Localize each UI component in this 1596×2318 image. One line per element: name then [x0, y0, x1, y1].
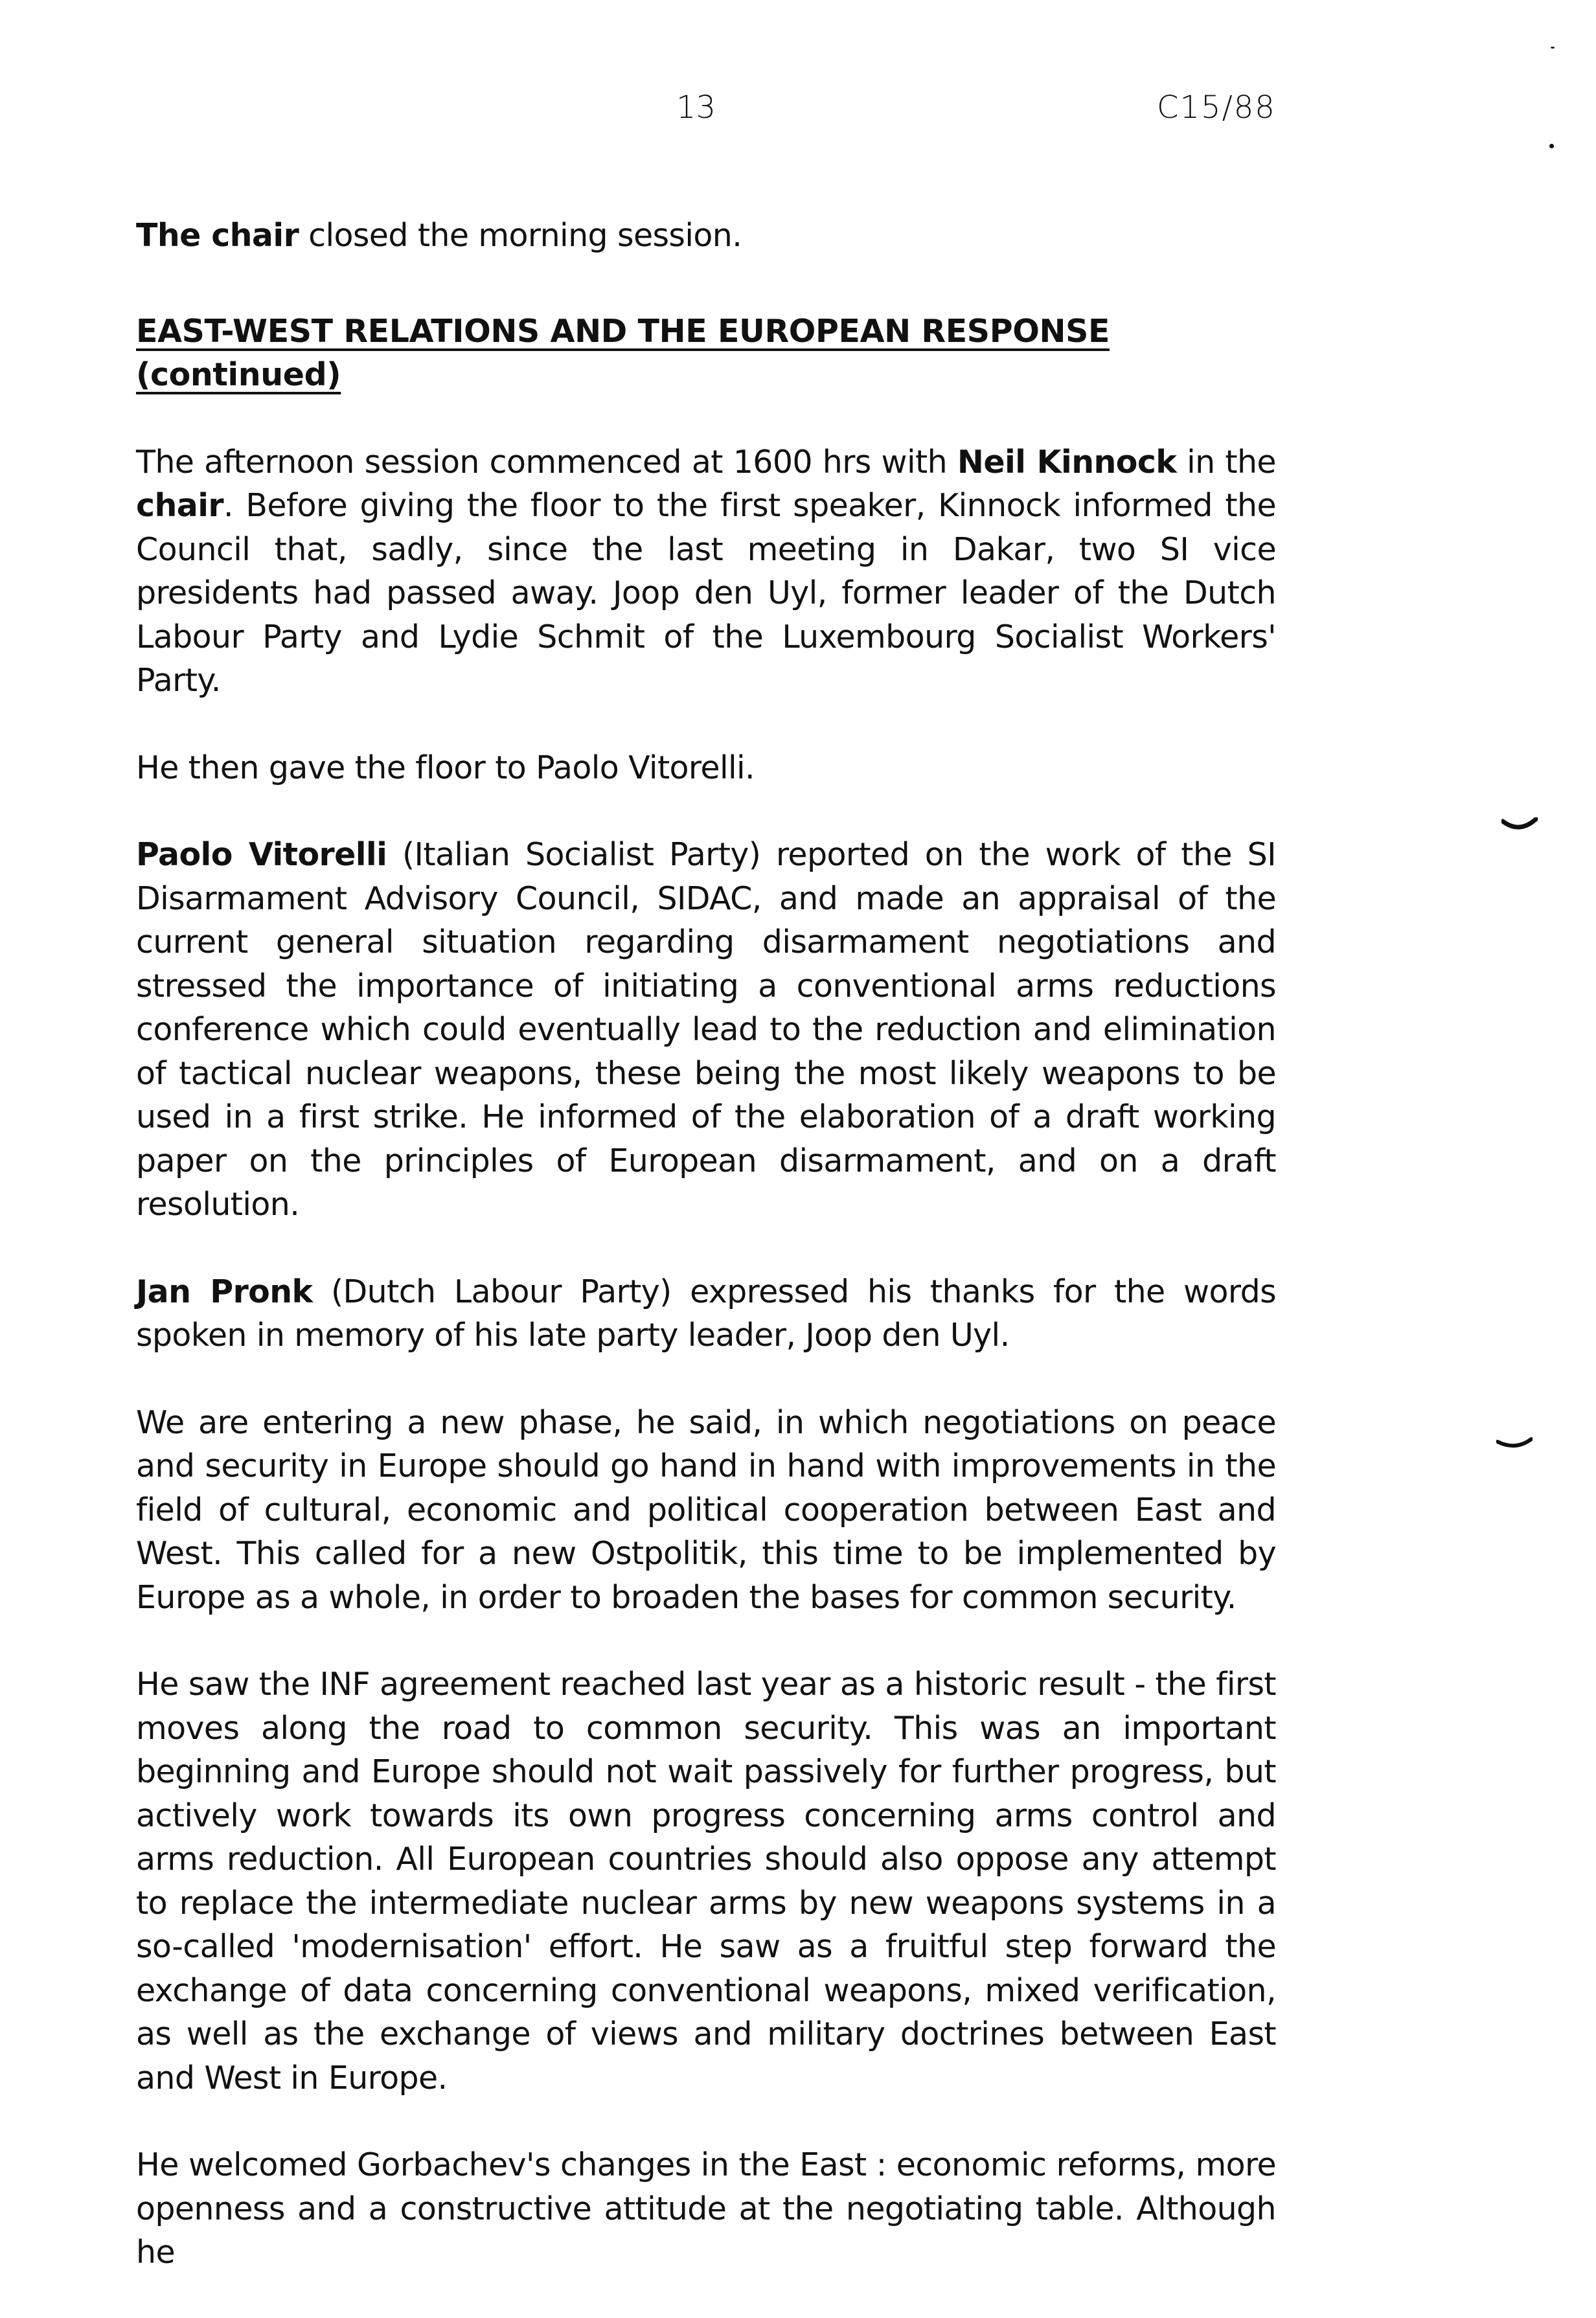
paragraph-text: (Dutch Labour Party) expressed his thanks for the words spoken in memory of his late party leader, Joop den Uyl. [136, 1273, 1276, 1354]
paragraph-pronk-thanks [136, 1270, 1276, 1358]
paragraph-text: closed the morning session. [299, 217, 742, 254]
paragraph-text: . Before giving the floor to the first speaker, Kinnock informed the Council that, sadly, since the last meeting in Dakar, two SI vice presidents had passed away. Joop den Uyl, former leader of the Dutch Labour Party and Lydie Schmit of the Luxembourg Socialist Workers' Party. [136, 487, 1276, 699]
speaker-name: The chair [136, 217, 299, 254]
paragraph-gorbachev: He welcomed Gorbachev's changes in the East : economic reforms, more openness and a constructive attitude at the negotiating table. Although he [136, 2146, 1276, 2271]
margin-tick-mark [1501, 817, 1538, 832]
speaker-name: Paolo Vitorelli [136, 836, 387, 873]
document-code: C15/88 [1157, 89, 1276, 126]
speaker-name: Neil Kinnock [957, 443, 1177, 481]
paragraph-chair-closed [136, 214, 1276, 258]
paragraph-inf-agreement: He saw the INF agreement reached last year as a historic result - the first moves along the road to common security. This was an important beginning and Europe should not wait passively for further progress, but actively work towards its own progress concerning arms control and arms reduction. All European countries should also oppose any attempt to replace the intermediate nuclear arms by new weapons systems in a so-called 'modernisation' effort. He saw as a fruitful step forward the exchange of data concerning conventional weapons, mixed verification, as well as the exchange of views and military doctrines between East and West in Europe. [136, 1666, 1276, 2096]
document-body [136, 214, 1276, 2318]
paragraph-new-phase: We are entering a new phase, he said, in which negotiations on peace and security in Europe should go hand in hand with improvements in the field of cultural, economic and political cooperation between East and West. This called for a new Ostpolitik, this time to be implemented by Europe as a whole, in order to broaden the bases for common security. [136, 1403, 1276, 1616]
paragraph-afternoon-session [136, 440, 1276, 703]
chair-label: chair [136, 487, 223, 524]
margin-tick-mark [1496, 1437, 1533, 1451]
speaker-name: Jan Pronk [136, 1273, 313, 1310]
paragraph-text: (Italian Socialist Party) reported on the work of the SI Disarmament Advisory Council, SIDAC, and made an appraisal of the current general situation regarding disarmament negotiations and stressed the importance of initiating a conventional arms reductions conference which could eventually lead to the reduction and elimination of tactical nuclear weapons, these being the most likely weapons to be used in a first strike. He informed of the elaboration of a draft working paper on the principles of European disarmament, and on a draft resolution. [136, 836, 1276, 1223]
paragraph-text: in the [1176, 443, 1276, 481]
section-heading: EAST-WEST RELATIONS AND THE EUROPEAN RESPONSE (continued) [136, 312, 1110, 393]
scan-mark [1549, 144, 1554, 148]
scan-mark [1551, 47, 1555, 49]
paragraph-floor-vitorelli: He then gave the floor to Paolo Vitorelli. [136, 749, 755, 786]
page-number: 13 [676, 89, 716, 126]
paragraph-vitorelli-report [136, 833, 1276, 1227]
paragraph-text: The afternoon session commenced at 1600 hrs with [136, 443, 957, 481]
